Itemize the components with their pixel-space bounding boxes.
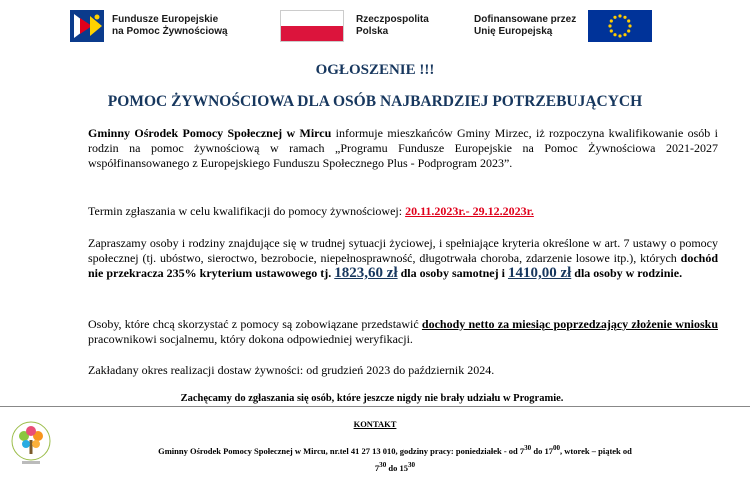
contact-heading: KONTAKT <box>353 419 397 429</box>
documents-text-end: pracownikowi socjalnemu, który dokona odpowiedniej weryfikacji. <box>88 332 413 346</box>
documents-paragraph <box>57 317 718 347</box>
eu-logo <box>474 10 652 42</box>
family-person-text: dla osoby w rodzinie. <box>571 266 683 280</box>
contact-sup2: 00 <box>552 444 561 452</box>
deadline-paragraph <box>57 204 718 219</box>
divider <box>0 406 750 407</box>
income-requirement: dochody netto za miesiąc poprzedzający złożenie wniosku <box>421 317 718 331</box>
eu-logo-line2: Unię Europejską <box>474 26 553 37</box>
deadline-text: Termin zgłaszania w celu kwalifikacji do pomocy żywnościowej: <box>88 204 406 218</box>
amount-single: 1823,60 zł <box>334 265 398 281</box>
fe-logo-line1: Fundusze Europejskie <box>112 14 219 25</box>
gops-name: Gminny Ośrodek Pomocy Społecznej w Mircu <box>88 126 332 140</box>
eu-flag-icon <box>588 10 652 42</box>
criteria-text: Zapraszamy osoby i rodziny znajdujące się w trudnej sytuacji życiowej, i spełniające kryteria określone w art. 7 ustawy o pomocy społecznej (tj. ubóstwo, sieroctwo, bezrobocie, niepełnosprawność, długotrwała choroba, zdarzenie losowe itp.), których <box>88 236 718 265</box>
encouragement-text: Zachęcamy do zgłaszania się osób, które jeszcze nigdy nie brały udziału w Programie. <box>180 393 564 404</box>
page-subtitle: POMOC ŻYWNOŚCIOWA DLA OSÓB NAJBARDZIEJ POTRZEBUJĄCYCH <box>107 93 643 110</box>
income-limit-text: dochód nie przekracza 235% kryterium ustawowego tj. <box>88 251 718 280</box>
amount-family: 1410,00 zł <box>507 265 572 281</box>
contact-line-b: do 17 <box>531 445 553 456</box>
eu-logo-line1: Dofinansowane przez <box>474 14 577 25</box>
contact-line-a: Gminny Ośrodek Pomocy Społecznej w Mircu, nr.tel 41 27 13 010, godziny pracy: poniedziałek - od 7 <box>158 445 525 456</box>
intro-text: informuje mieszkańców Gminy Mirzec, iż rozpoczyna kwalifikowanie osób i rodzin na pomoc żywnościową w ramach „Programu Fundusze Europejskie na Pomoc Żywnościowa 2021-2027 współfinansowanego z Europejskiego Funduszu Społecznego Plus - Podprogram 2023”. <box>88 126 718 170</box>
fe-logo-line2: na Pomoc Żywnościową <box>112 26 228 37</box>
intro-paragraph <box>57 126 718 171</box>
header-logos <box>0 10 750 50</box>
contact-sup1: 30 <box>524 444 532 452</box>
polish-flag-icon <box>280 10 344 42</box>
fe-logo-icon <box>70 10 104 42</box>
single-person-text: dla osoby samotnej i <box>397 266 508 280</box>
contact-info <box>75 441 715 475</box>
rp-logo-line2: Polska <box>356 26 389 37</box>
documents-text: Osoby, które chcą skorzystać z pomocy są zobowiązane przedstawić <box>88 317 422 331</box>
rp-logo <box>280 10 429 42</box>
contact-line-e: do 15 <box>386 462 408 473</box>
fe-logo <box>70 10 228 42</box>
contact-line-c: , wtorek – piątek od <box>560 445 632 456</box>
deadline-dates: 20.11.2023r.- 29.12.2023r. <box>405 204 534 218</box>
contact-sup3: 30 <box>379 460 387 469</box>
contact-line-d: 7 <box>374 462 380 473</box>
rp-logo-line1: Rzeczpospolita <box>356 14 429 25</box>
page-title: OGŁOSZENIE !!! <box>315 62 435 78</box>
period-paragraph: Zakładany okres realizacji dostaw żywności: od grudzień 2023 do październik 2024. <box>88 363 495 377</box>
contact-sup4: 30 <box>407 460 416 469</box>
criteria-paragraph <box>57 236 718 281</box>
